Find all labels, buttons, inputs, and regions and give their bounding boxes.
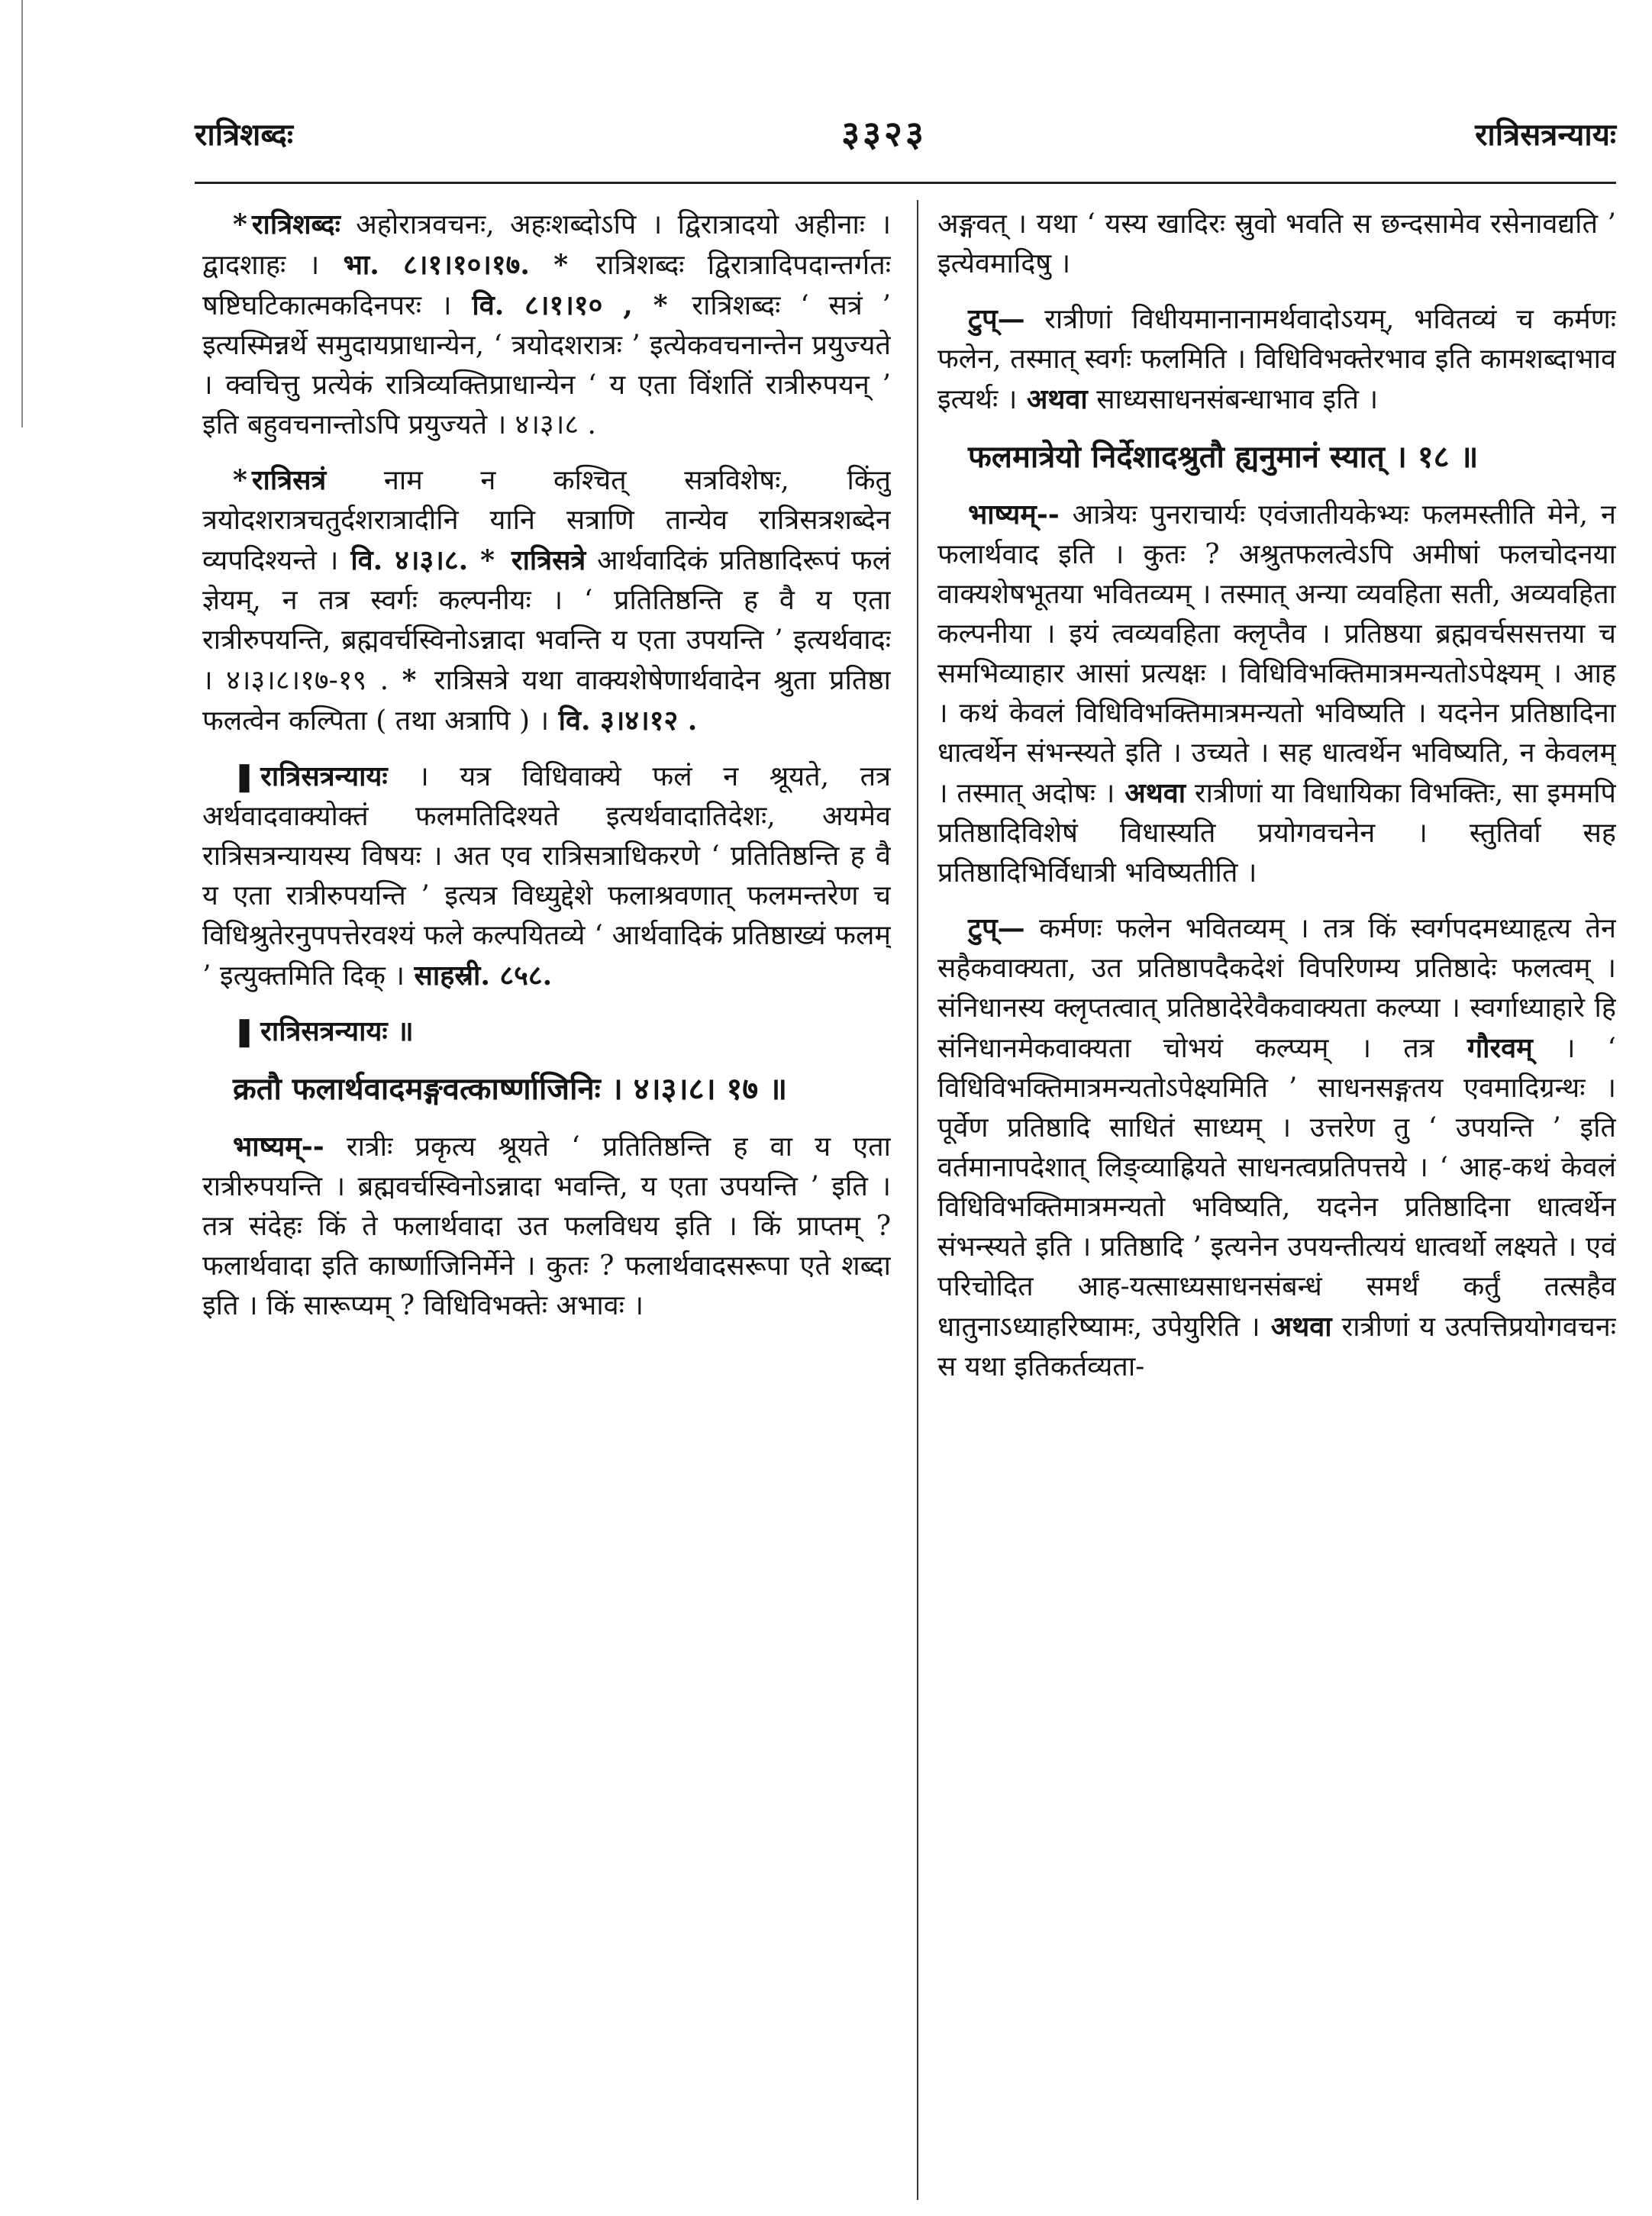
entry-text: रात्रिशब्दः ‘ सत्रं ’ इत्यस्मिन्नर्थे समुदायप्राधान्येन, ‘ त्रयोदशरात्रः ’ इत्येकवचनान्तेन प्रयुज्यते । क्वचित्तु प्रत्येकं रात्रिव्यक्तिप्राधान्येन ‘ य एता विंशतिं रात्रीरुपयन् ’ इति बहुवचनान्तोऽपि प्रयुज्यते । ४।३।८ . [202,290,891,440]
page-binding-edge [21,0,23,427]
running-head-right: रात्रिसत्रन्यायः [1475,116,1616,153]
asterisk-icon: * [233,464,247,496]
page-header [195,102,1616,163]
asterisk-icon: * [233,208,247,240]
tup-emphasis: अथवा [1017,383,1088,415]
bhashya-label: भाष्यम्-- [233,1131,324,1163]
entry-ratrisatranyaya [202,756,891,996]
entry-headword: रात्रिसत्रे [499,544,586,576]
sutra-17: क्रतौ फलार्थवादमङ्गवत्कार्ष्णाजिनिः । ४।३।८। १७ ॥ [233,1071,788,1107]
bhashya-17 [202,1127,891,1326]
right-column [937,205,1616,2205]
entry-text: अहोरात्रवचनः, अहःशब्दोऽपि । द्विरात्रादयो अहीनाः । द्वादशाहः । [202,209,891,281]
tup-label: टुप्— [968,912,1025,944]
entry-ratrishabda [202,205,891,445]
entry-headword: रात्रिसत्रन्यायः ॥ [260,1015,414,1047]
asterisk-icon: * [653,289,668,321]
continuation-paragraph: अङ्गवत् । यथा ‘ यस्य खादिरः स्रुवो भवति स छन्दसामेव रसेनावद्यति ’ इत्येवमादिषु । [937,208,1616,279]
tup-text: रात्रीणां विधीयमानानामर्थवादोऽयम्, भवितव्यं च कर्मणः फलेन, तस्मात् स्वर्गः फलमिति । विधिविभक्तेरभाव इति कामशब्दाभाव इत्यर्थः । [937,304,1616,415]
entry-reference: वि. ८।१।१० , [451,289,653,321]
entry-reference: वि. ४।३।८. [338,544,481,576]
tup-label: टुप्— [968,303,1025,335]
bhashya-text: रात्रीणां या विधायिका विभक्तिः, सा इममपि प्रतिष्ठादिविशेषं विधास्यति प्रयोगवचनेन । स्तुतिर्वा सह प्रतिष्ठादिभिर्विधात्री भविष्यतीति । [937,778,1616,889]
entry-text: रात्रिसत्रे यथा वाक्यशेषेणार्थवादेन श्रुता प्रतिष्ठा फलत्वेन कल्पिता ( तथा अत्रापि ) । [202,665,891,737]
entry-headword: रात्रिशब्दः [251,208,340,240]
entry-headword: रात्रिसत्रं [251,464,327,496]
entry-reference: वि. ३।४।१२ . [549,705,698,737]
tuptika-17 [937,299,1616,420]
left-column [202,205,891,2205]
entry-ratrisatra [202,460,891,741]
entry-headword: रात्रिसत्रन्यायः [260,760,388,792]
asterisk-icon: * [553,249,569,281]
entry-text: रात्रिशब्दः द्विरात्रादिपदान्तर्गतः षष्टिघटिकात्मकदिनपरः । [202,250,891,321]
entry-ratrisatranyaya-heading [202,1011,891,1052]
tup-text: । ‘ विधिविभक्तिमात्रमन्यतोऽपेक्ष्यमिति ’ साधनसङ्गतय एवमादिग्रन्थः । पूर्वेण प्रतिष्ठादि साधितं साध्यम् । उत्तरेण तु ‘ उपयन्ति ’ इति वर्तमानापदेशात् लिङ्व्याह्रियते साधनत्वप्रतिपत्तये । ‘ आह-कथं केवलं विधिविभक्तिमात्रमन्यतो भविष्यति, यदनेन प्रतिष्ठादिना धात्वर्थेन संभन्स्यते इति । प्रतिष्ठादि ’ इत्यनेन उपयन्तीत्ययं धात्वर्थो लक्ष्यते । एवं परिचोदित आह-यत्साध्यसाधनसंबन्धं समर्थं कर्तुं तत्सहैव धातुनाऽध्याहरिष्यामः, उपेयुरिति । [937,1033,1616,1343]
bhashya-text: आत्रेयः पुनराचार्यः एवंजातीयकेभ्यः फलमस्तीति मेने, न फलार्थवाद इति । कुतः ? अश्रुतफलत्वेऽपि अमीषां फलचोदनया वाक्यशेषभूतया भवितव्यम् । तस्मात् अन्या व्यवहिता सती, अव्यवहिता कल्पनीया । इयं त्वव्यवहिता क्लृप्तैव । प्रतिष्ठया ब्रह्मवर्चससत्तया च समभिव्याहार आसां प्रत्यक्षः । विधिविभक्तिमात्रमन्यतोऽपेक्ष्यम् । आह । कथं केवलं विधिविभक्तिमात्रमन्यतो भविष्यति । यदनेन प्रतिष्ठादिना धात्वर्थेन संभन्स्यते इति । उच्यते । सह धात्वर्थेन भविष्यति, न केवलम् । तस्मात् अदोषः । [937,499,1616,809]
nyaya-mark-icon: ❚ [233,1015,257,1047]
sutra-18: फलमात्रेयो निर्देशादश्रुतौ ह्यनुमानं स्यात् । १८ ॥ [968,439,1479,475]
tup-text: कर्मणः फलेन भवितव्यम् । तत्र किं स्वर्गपदमध्याहृत्य तेन सहैकवाक्यता, उत प्रतिष्ठापदैकदेशं विपरिणम्य प्रतिष्ठादेः फलत्वम् । संनिधानस्य क्लृप्तत्वात् प्रतिष्ठादेरेवैकवाक्यता कल्प्या । स्वर्गाध्याहारे हि संनिधानमेकवाक्यता चोभयं कल्प्यम् । तत्र [937,913,1616,1064]
header-rule [195,182,1616,184]
asterisk-icon: * [480,544,495,576]
asterisk-icon: * [402,664,417,696]
entry-text: आर्थवादिकं प्रतिष्ठादिरूपं फलं ज्ञेयम्, न तत्र स्वर्गः कल्पनीयः । ‘ प्रतितिष्ठन्ति ह वै य एता रात्रीरुपयन्ति, ब्रह्मवर्चस्विनोऽन्नादा भवन्ति य एता उपयन्ति ’ इत्यर्थवादः । ४।३।८।१७-१९ . [202,545,891,696]
entry-text: । यत्र विधिवाक्ये फलं न श्रूयते, तत्र अर्थवादवाक्योक्तं फलमतिदिश्यते इत्यर्थवादातिदेशः, अयमेव रात्रिसत्रन्यायस्य विषयः । अत एव रात्रिसत्राधिकरणे ‘ प्रतितिष्ठन्ति ह वै य एता रात्रीरुपयन्ति ’ इत्यत्र विध्युद्देशे फलाश्रवणात् फलमन्तरेण च विधिश्रुतेरनुपपत्तेरवश्यं फले कल्पयितव्ये ‘ आर्थवादिकं प्रतिष्ठाख्यं फलम् ’ इत्युक्तमिति दिक् । [202,761,891,992]
entry-reference: भा. ८।१।१०।१७. [319,249,554,281]
nyaya-mark-icon: ❚ [233,760,257,792]
entry-reference: साहस्री. ८५८. [405,960,553,992]
tup-text: साध्यसाधनसंबन्धाभाव इति । [1087,384,1379,415]
bhashya-emphasis: अथवा [1115,777,1186,809]
bhashya-label: भाष्यम्-- [968,498,1060,531]
bhashya-text: रात्रीः प्रकृत्य श्रूयते ‘ प्रतितिष्ठन्ति ह वा य एता रात्रीरुपयन्ति । ब्रह्मवर्चस्विनोऽन्नादा भवन्ति, य एता उपयन्ति ’ इति । तत्र संदेहः किं ते फलार्थवादा उत फलविधय इति । किं प्राप्तम् ? फलार्थवादा इति कार्ष्णाजिनिर्मेने । कुतः ? फलार्थवादसरूपा एते शब्दा इति । किं सारूप्यम् ? विधिविभक्तेः अभावः । [202,1131,891,1321]
tup-emphasis: अथवा [1260,1311,1332,1343]
bhashya-18 [937,495,1616,893]
tuptika-18 [937,908,1616,1387]
tup-text: रात्रीणां य उत्पत्तिप्रयोगवचनः स यथा इतिकर्तव्यता- [937,1311,1616,1382]
page-number: ३३२३ [841,113,927,154]
tup-emphasis: गौरवम् [1434,1032,1533,1064]
column-divider [917,200,918,2200]
running-head-left: रात्रिशब्दः [195,116,293,153]
entry-text: नाम न कश्चित् सत्रविशेषः, किंतु त्रयोदशरात्रचतुर्दशरात्रादीनि यानि सत्राणि तान्येव रात्रिसत्रशब्देन व्यपदिश्यन्ते । [202,465,891,576]
